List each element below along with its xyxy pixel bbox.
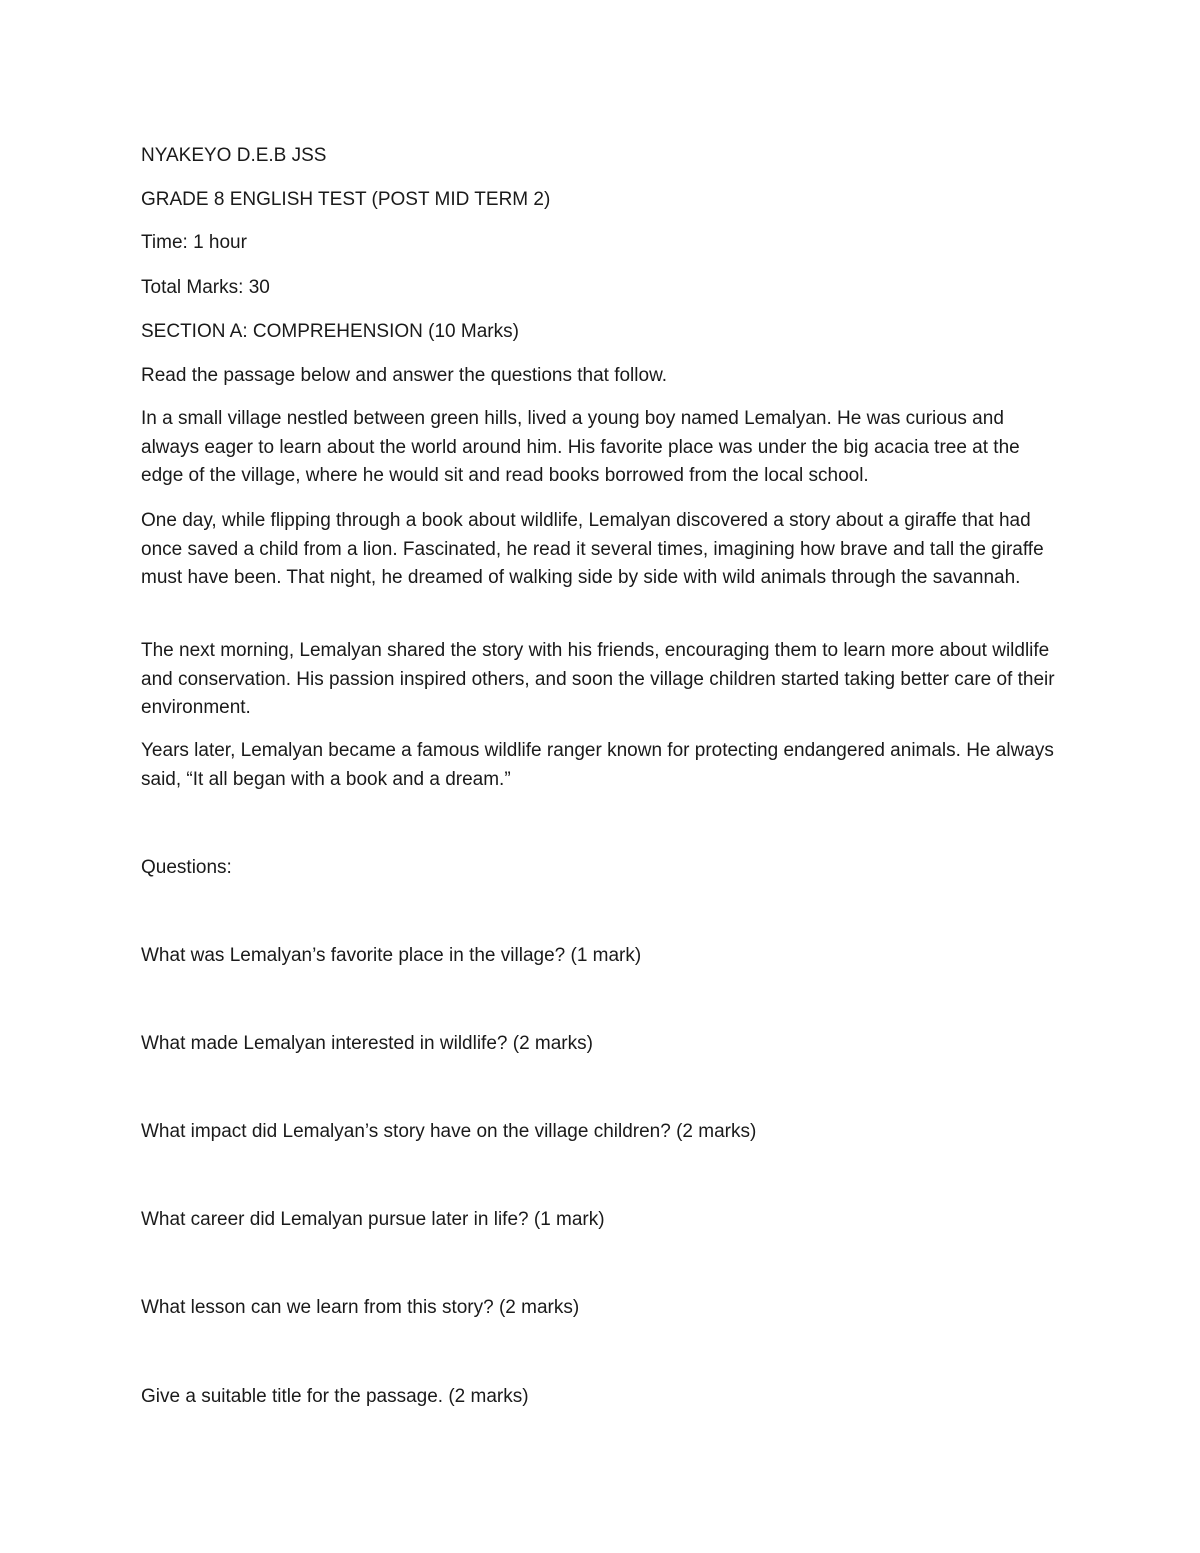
question-4: What career did Lemalyan pursue later in life? (1 mark): [141, 1209, 605, 1230]
question-5: What lesson can we learn from this story? (2 marks): [141, 1297, 580, 1318]
passage-paragraph-1: In a small village nestled between green hills, lived a young boy named Lemalyan. He was curious and always eager to learn about the world around him. His favorite place was under the big acacia tree at the edge of the village, where he would sit and read books borrowed from the local school.: [141, 408, 1020, 486]
question-2: What made Lemalyan interested in wildlife? (2 marks): [141, 1033, 593, 1054]
passage-paragraph-2: One day, while flipping through a book about wildlife, Lemalyan discovered a story about a giraffe that had once saved a child from a lion. Fascinated, he read it several times, imagining how brave and tall the giraffe must have been. That night, he dreamed of walking side by side with wild animals through the savannah.: [141, 510, 1044, 588]
question-6: Give a suitable title for the passage. (2 marks): [141, 1386, 529, 1407]
total-marks: Total Marks: 30: [141, 277, 270, 298]
question-3: What impact did Lemalyan’s story have on the village children? (2 marks): [141, 1121, 757, 1142]
passage-paragraph-4: Years later, Lemalyan became a famous wildlife ranger known for protecting endangered animals. He always said, “It all began with a book and a dream.”: [141, 740, 1054, 790]
section-heading: SECTION A: COMPREHENSION (10 Marks): [141, 321, 519, 342]
questions-heading: Questions:: [141, 857, 232, 878]
test-title: GRADE 8 ENGLISH TEST (POST MID TERM 2): [141, 189, 551, 210]
instruction-text: Read the passage below and answer the questions that follow.: [141, 365, 668, 386]
question-1: What was Lemalyan’s favorite place in the village? (1 mark): [141, 945, 642, 966]
passage-paragraph-3: The next morning, Lemalyan shared the story with his friends, encouraging them to learn more about wildlife and conservation. His passion inspired others, and soon the village children started taking better care of their environment.: [141, 640, 1055, 718]
test-time: Time: 1 hour: [141, 232, 247, 253]
school-name: NYAKEYO D.E.B JSS: [141, 145, 327, 166]
